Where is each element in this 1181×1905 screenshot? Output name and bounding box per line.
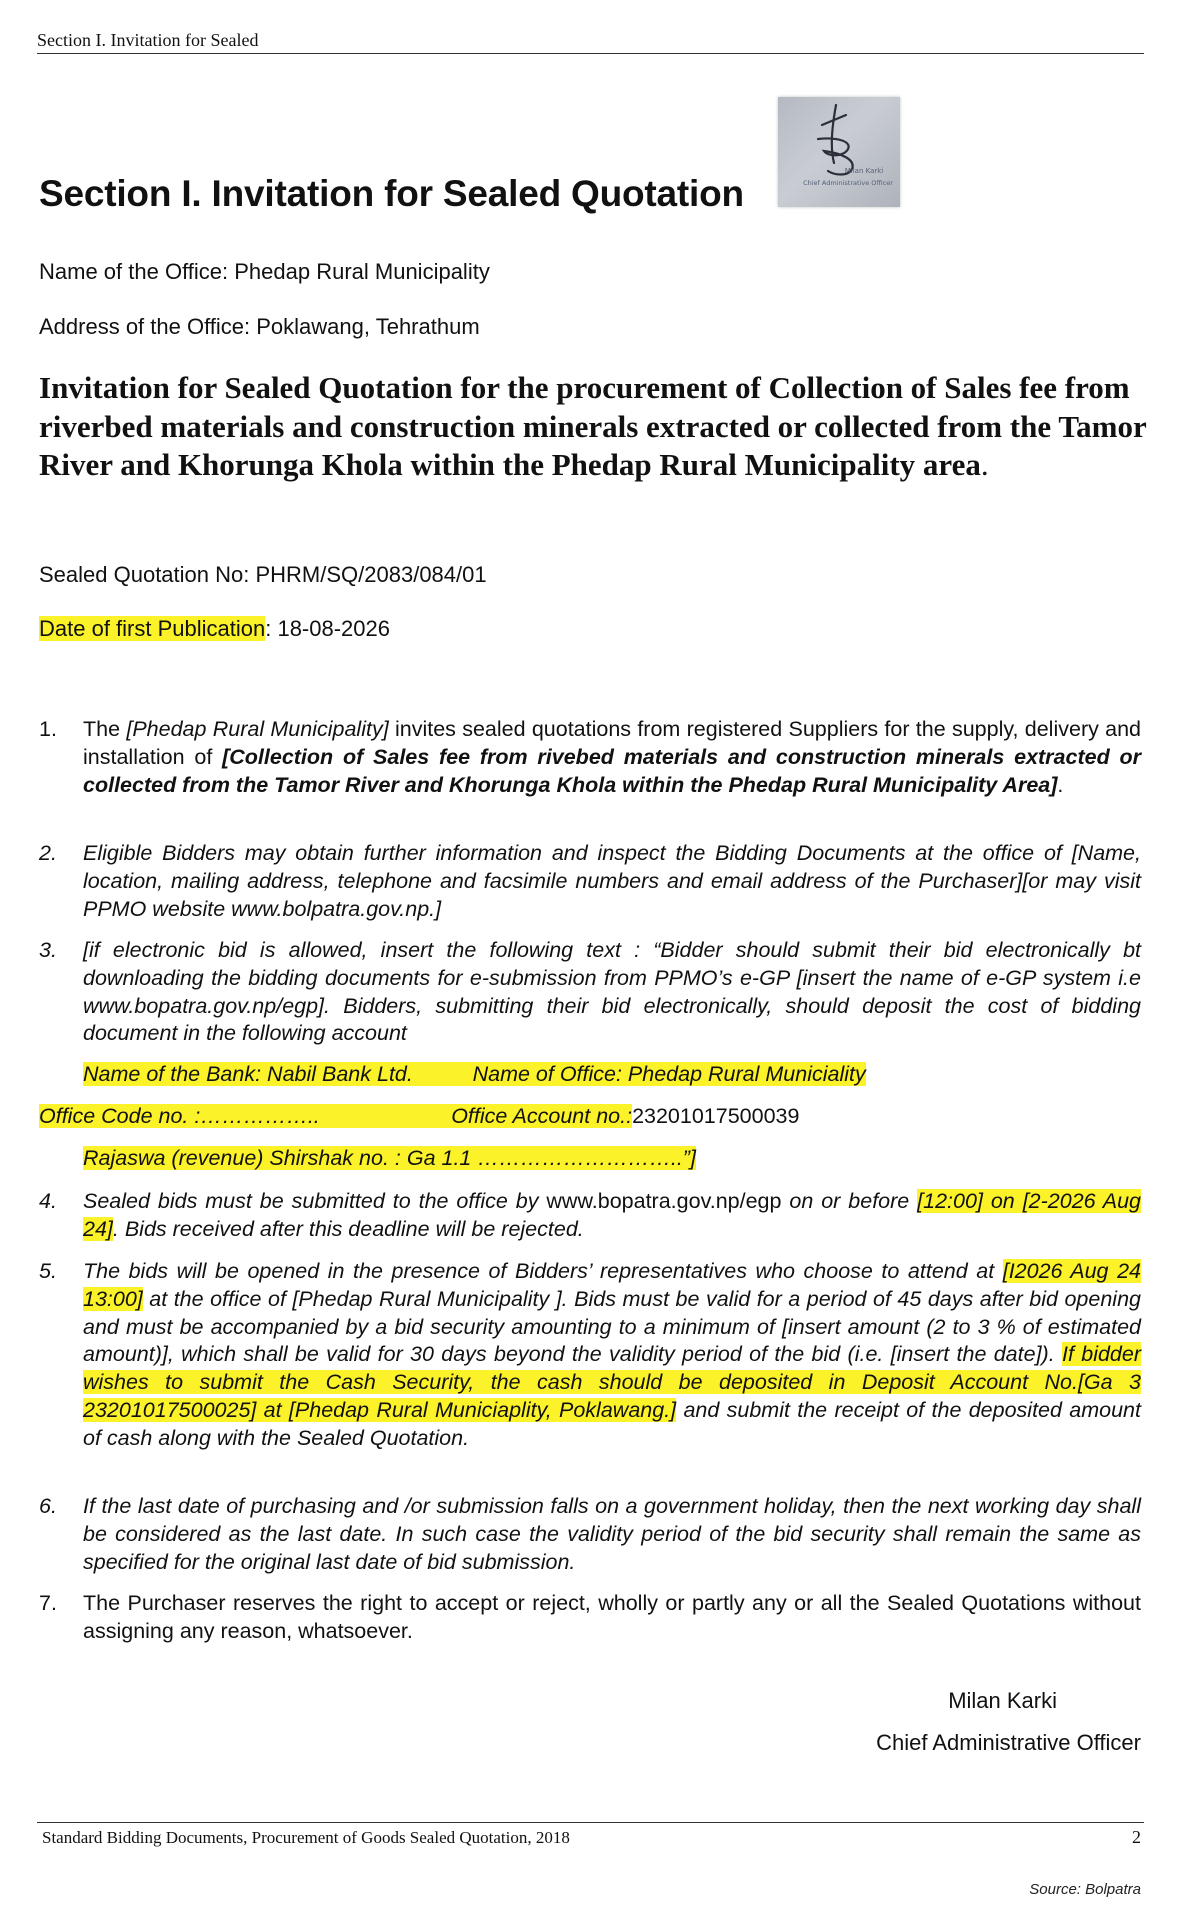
office-account-label: Office Account no.: bbox=[451, 1104, 633, 1128]
office-code-line bbox=[39, 1103, 799, 1130]
item-text: at the office of [Phedap Rural Municipality ]. Bids must be valid for a period of 45 days after bid opening and must be accompanied by a bid security amounting to a minimum of [insert amount (2 to 3 % of estimated amount)], which shall be valid for 30 days beyond the validity period of the bid (i.e. [insert the date]). bbox=[83, 1286, 1141, 1367]
footer-text: Standard Bidding Documents, Procurement of Goods Sealed Quotation, 2018 bbox=[42, 1828, 570, 1847]
bank-name-line bbox=[83, 1061, 866, 1088]
item-number: 4. bbox=[39, 1189, 57, 1213]
publication-date-line bbox=[39, 616, 390, 642]
main-heading-text: Invitation for Sealed Quotation for the procurement of Collection of Sales fee from riverbed materials and construction minerals extracted or collected from the Tamor River and Khorunga Khola within the Phedap Rural Municipality area bbox=[39, 370, 1147, 482]
item-text: [Collection of Sales fee from rivebed materials and construction minerals extracted or collected from the Tamor River and Khorunga Khola within the Phedap Rural Municipality Area] bbox=[83, 744, 1141, 797]
item-text: Sealed bids must be submitted to the office by bbox=[83, 1189, 547, 1213]
office-name-line: Name of the Office: Phedap Rural Municipality bbox=[39, 259, 490, 284]
item-text: on or before bbox=[781, 1189, 918, 1213]
office-code: Office Code no. :…………….. bbox=[39, 1104, 320, 1128]
footer-rule bbox=[37, 1822, 1144, 1823]
stamp-role: Chief Administrative Officer bbox=[803, 179, 893, 187]
main-heading bbox=[39, 369, 1149, 485]
item-text: The bbox=[83, 717, 127, 741]
item-body: [if electronic bid is allowed, insert the following text : “Bidder should submit their bid electronically bt downloading the bidding documents for e-submission from PPMO’s e-GP [insert the name of e-GP system i.e www.bopatra.gov.np/egp]. Bidders, submitting their bid electronically, should deposit the cost of bidding document in the following account bbox=[83, 938, 1141, 1046]
list-item bbox=[39, 937, 1141, 1048]
item-text: [Phedap Rural Municipality] bbox=[126, 717, 389, 741]
office-name: Name of Office: Phedap Rural Municiality bbox=[472, 1062, 866, 1086]
item-text: If bidder wishes to submit the Cash Security, the cash should be deposited in Deposit Account No.[Ga 3 23201017500025] at [Phedap Rural Municiaplity, Poklawang.] bbox=[83, 1342, 1142, 1422]
list-item bbox=[39, 716, 1141, 799]
signature-name: Milan Karki bbox=[948, 1688, 1057, 1713]
office-account-value: 23201017500039 bbox=[632, 1104, 800, 1128]
item-body: The Purchaser reserves the right to accept or reject, wholly or partly any or all the Sealed Quotations without assigning any reason, whatsoever. bbox=[83, 1591, 1141, 1643]
item-text: and submit the receipt of the deposited amount of cash along with the Sealed Quotation. bbox=[83, 1397, 1141, 1450]
list-item bbox=[39, 1188, 1141, 1244]
page-number: 2 bbox=[1132, 1827, 1141, 1847]
main-heading-end: . bbox=[980, 447, 989, 482]
signature-stamp-icon bbox=[778, 97, 900, 207]
stamp-name: Milan Karki bbox=[844, 167, 884, 175]
item-number: 3. bbox=[39, 938, 57, 962]
item-text: The bids will be opened in the presence of Bidders’ representatives who choose to attend at bbox=[83, 1259, 1003, 1283]
item-body: If the last date of purchasing and /or submission falls on a government holiday, then the next working day shall be considered as the last date. In such case the validity period of the bid security shall remain the same as specified for the original last date of bid submission. bbox=[83, 1494, 1141, 1574]
item-number: 5. bbox=[39, 1259, 57, 1283]
source-credit: Source: Bolpatra bbox=[1029, 1881, 1141, 1898]
quotation-number-line: Sealed Quotation No: PHRM/SQ/2083/084/01 bbox=[39, 562, 487, 587]
list-item bbox=[39, 1258, 1141, 1453]
list-item bbox=[39, 1493, 1141, 1576]
item-body bbox=[83, 1188, 1141, 1244]
item-text: . bbox=[1057, 772, 1064, 797]
bank-name: Name of the Bank: Nabil Bank Ltd. bbox=[83, 1062, 413, 1086]
publication-date-label: Date of first Publication bbox=[39, 616, 266, 641]
rajaswa-text: Rajaswa (revenue) Shirshak no. : Ga 1.1 ………………………..”] bbox=[83, 1146, 696, 1170]
list-item bbox=[39, 1590, 1141, 1646]
office-address-line: Address of the Office: Poklawang, Tehrathum bbox=[39, 314, 480, 339]
item-text: [12:00] on [2-2026 Aug 24] bbox=[83, 1189, 1142, 1241]
item-number: 1. bbox=[39, 717, 57, 741]
item-number: 6. bbox=[39, 1494, 57, 1518]
header-rule bbox=[37, 53, 1144, 54]
list-item bbox=[39, 840, 1141, 923]
item-text: invites sealed quotations from registered Suppliers for the supply, delivery and installation of bbox=[83, 717, 1142, 769]
rajaswa-line bbox=[83, 1145, 696, 1172]
item-body bbox=[83, 716, 1141, 799]
publication-date-value: : 18-08-2026 bbox=[265, 616, 390, 641]
item-body bbox=[83, 1258, 1141, 1453]
running-header: Section I. Invitation for Sealed bbox=[37, 30, 259, 50]
item-text: www.bopatra.gov.np/egp bbox=[546, 1189, 782, 1213]
signature-scribble-icon bbox=[778, 97, 900, 207]
item-text: . Bids received after this deadline will be rejected. bbox=[112, 1216, 584, 1241]
item-number: 2. bbox=[39, 841, 57, 865]
item-text: [I2026 Aug 24 13:00] bbox=[83, 1259, 1141, 1311]
signature-title: Chief Administrative Officer bbox=[876, 1730, 1141, 1755]
item-body: Eligible Bidders may obtain further information and inspect the Bidding Documents at the office of [Name, location, mailing address, telephone and facsimile numbers and email address of the Purchaser][or may visit PPMO website www.bolpatra.gov.np.] bbox=[83, 841, 1141, 921]
section-title: Section I. Invitation for Sealed Quotation bbox=[39, 173, 744, 214]
item-number: 7. bbox=[39, 1591, 57, 1615]
